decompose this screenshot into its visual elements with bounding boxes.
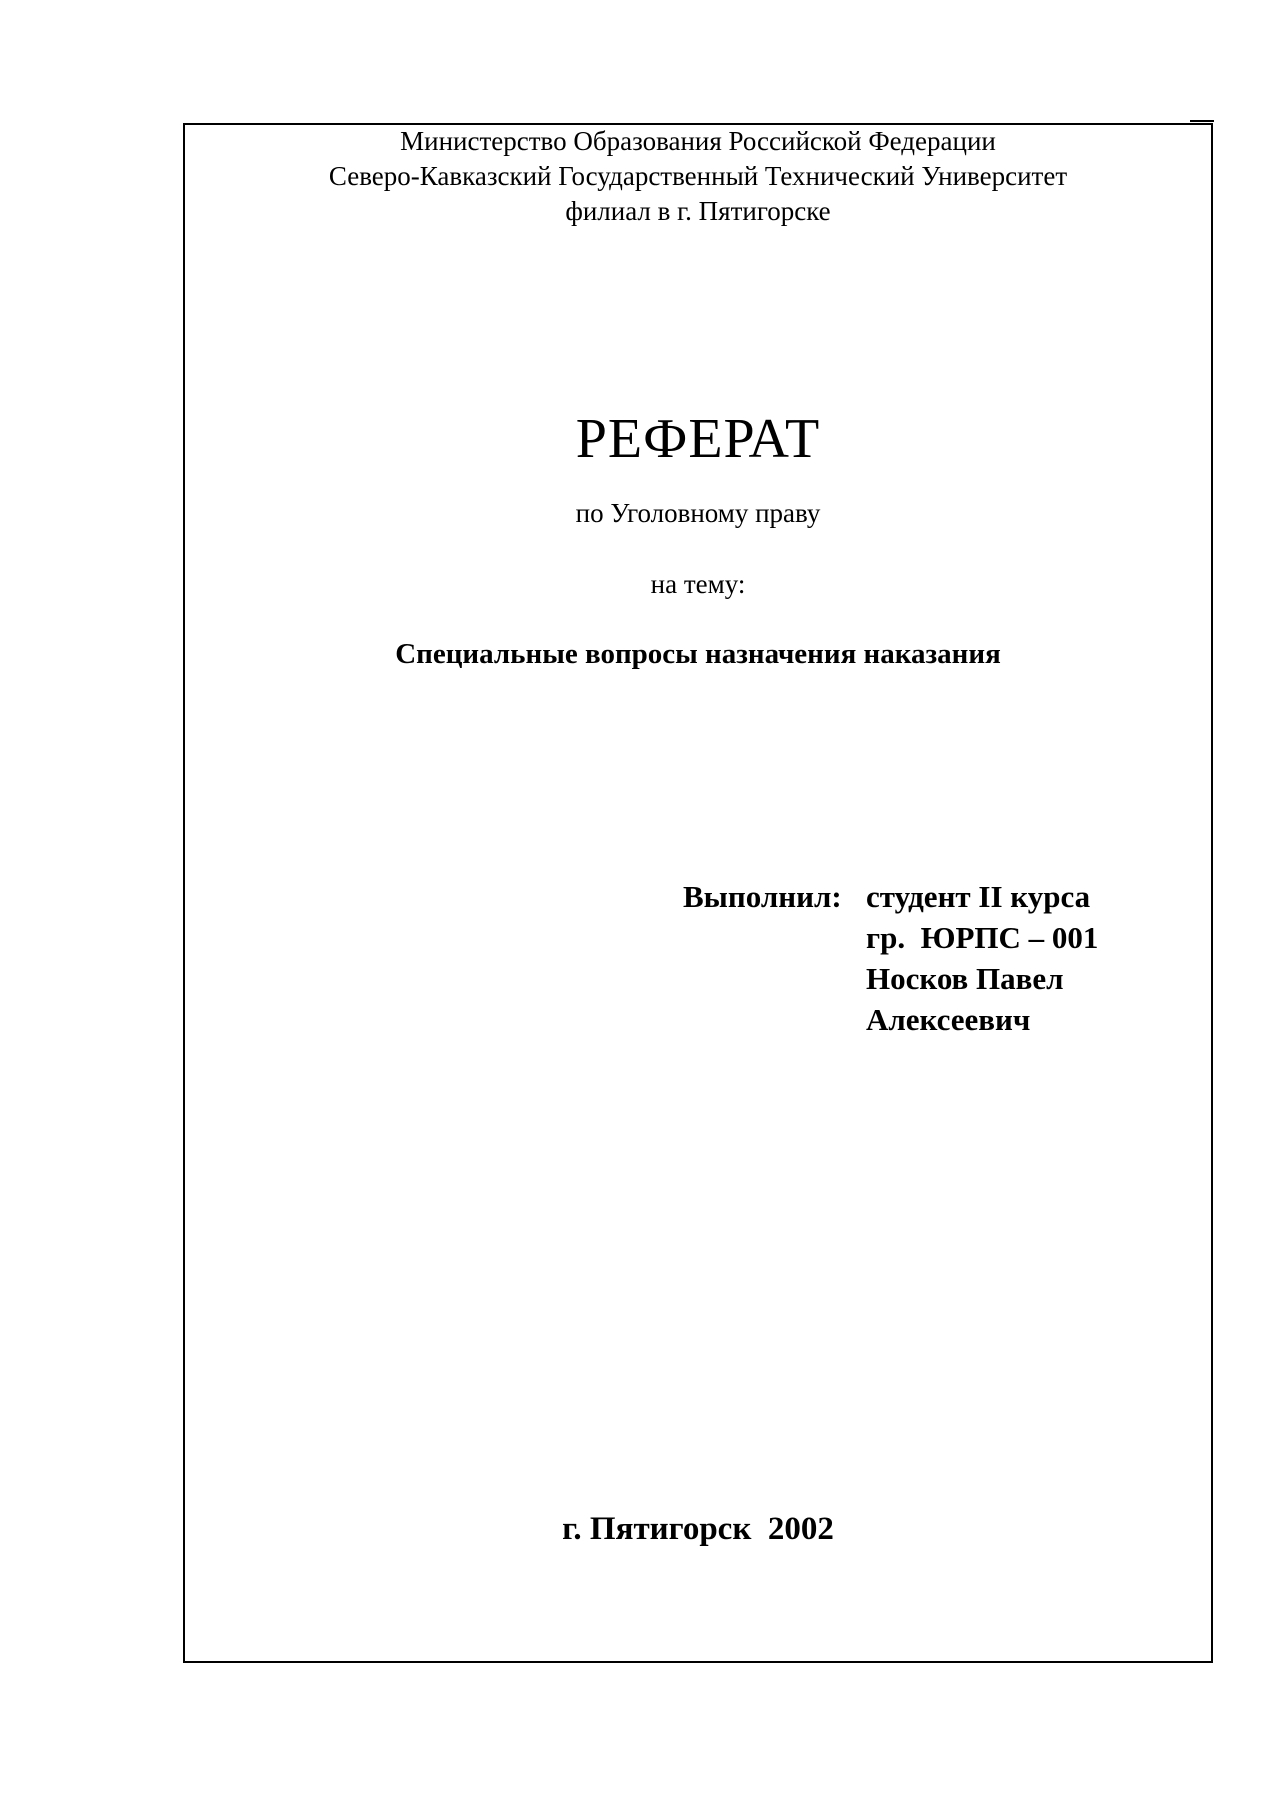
ministry-line: Министерство Образования Российской Федерации bbox=[400, 126, 996, 156]
topic-title: Специальные вопросы назначения наказания bbox=[395, 638, 1001, 670]
theme-label: на тему: bbox=[650, 569, 746, 599]
institution-header bbox=[183, 124, 1213, 229]
branch-line: филиал в г. Пятигорске bbox=[565, 196, 831, 226]
author-line-3 bbox=[683, 958, 1098, 999]
subject-line: по Уголовному праву bbox=[575, 498, 821, 528]
border-mark bbox=[1190, 120, 1214, 122]
author-block bbox=[683, 876, 1098, 1040]
city-year: г. Пятигорск 2002 bbox=[562, 1511, 834, 1547]
author-line-1 bbox=[683, 876, 1098, 917]
author-status: студент II курса bbox=[866, 879, 1091, 914]
author-patronymic: Алексеевич bbox=[866, 1002, 1031, 1037]
university-line: Северо-Кавказский Государственный Технический Университет bbox=[328, 161, 1068, 191]
document-title: РЕФЕРАТ bbox=[575, 408, 821, 470]
author-line-2 bbox=[683, 917, 1098, 958]
author-group: гр. ЮРПС – 001 bbox=[866, 920, 1099, 955]
author-name: Носков Павел bbox=[866, 961, 1064, 996]
author-line-4 bbox=[683, 999, 1098, 1040]
author-label: Выполнил: bbox=[683, 879, 842, 914]
